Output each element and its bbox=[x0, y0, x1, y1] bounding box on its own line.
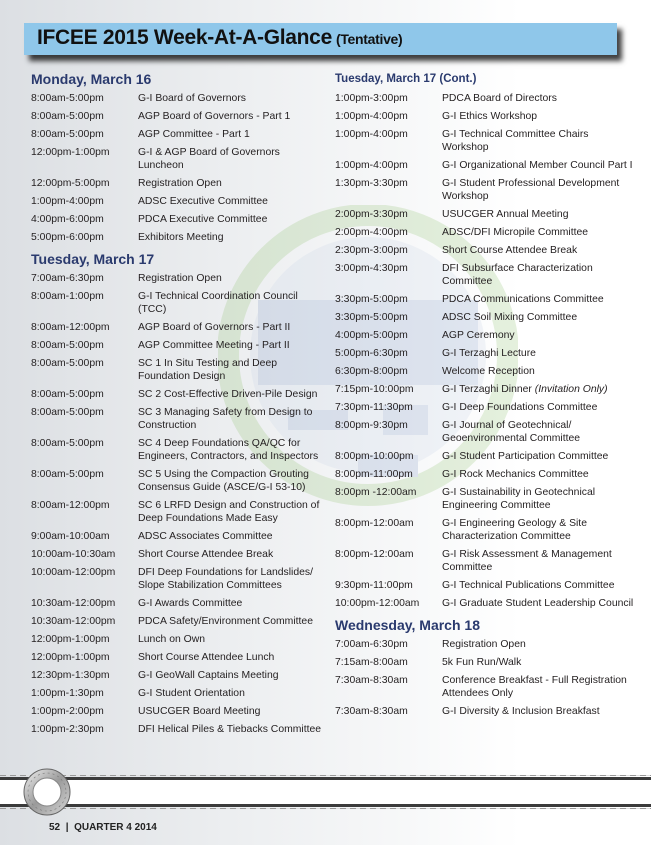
event-time: 8:00am-5:00pm bbox=[31, 129, 104, 140]
event-time: 10:00am-12:00pm bbox=[31, 567, 116, 578]
schedule-list-wednesday bbox=[335, 638, 635, 718]
schedule-row bbox=[31, 406, 326, 432]
folio-separator: | bbox=[65, 822, 69, 833]
event-time: 8:00pm-12:00am bbox=[335, 518, 414, 529]
event-title: 5k Fun Run/Walk bbox=[442, 657, 522, 668]
event-description bbox=[138, 723, 326, 736]
schedule-row bbox=[335, 579, 635, 592]
event-time: 1:00pm-3:00pm bbox=[335, 93, 408, 104]
event-description bbox=[442, 486, 635, 512]
schedule-row bbox=[335, 705, 635, 718]
event-title: Lunch on Own bbox=[138, 634, 206, 645]
event-description bbox=[442, 656, 635, 669]
event-time: 8:00am-5:00pm bbox=[31, 340, 104, 351]
event-time: 12:00pm-1:00pm bbox=[31, 652, 110, 663]
day-heading-wednesday: Wednesday, March 18 bbox=[335, 617, 480, 633]
event-title: ADSC/DFI Micropile Committee bbox=[442, 227, 589, 238]
event-description bbox=[138, 499, 326, 525]
event-title: G-I Diversity & Inclusion Breakfast bbox=[442, 706, 600, 717]
event-title: AGP Board of Governors - Part II bbox=[138, 322, 291, 333]
event-title: G-I Sustainability in Geotechnical Engineering Committee bbox=[442, 487, 596, 511]
event-title: USUCGER Annual Meeting bbox=[442, 209, 569, 220]
event-time: 3:00pm-4:30pm bbox=[335, 263, 408, 274]
event-description bbox=[138, 548, 326, 561]
schedule-row bbox=[335, 674, 635, 700]
event-title: G-I Risk Assessment & Management Committee bbox=[442, 549, 612, 573]
event-time: 8:00pm-10:00pm bbox=[335, 451, 414, 462]
event-time: 8:00am-5:00pm bbox=[31, 469, 104, 480]
schedule-row bbox=[31, 357, 326, 383]
event-title: G-I Ethics Workshop bbox=[442, 111, 538, 122]
event-title: Registration Open bbox=[138, 273, 222, 284]
schedule-row bbox=[335, 548, 635, 574]
schedule-row bbox=[335, 110, 635, 123]
page-title bbox=[37, 26, 402, 50]
schedule-row bbox=[31, 195, 326, 208]
schedule-row bbox=[335, 128, 635, 154]
event-title: SC 6 LRFD Design and Construction of Deep Foundations Made Easy bbox=[138, 500, 320, 524]
event-description bbox=[442, 517, 635, 543]
event-title: G-I Journal of Geotechnical/ Geoenvironmental Committee bbox=[442, 420, 581, 444]
event-title: USUCGER Board Meeting bbox=[138, 706, 261, 717]
event-title: AGP Committee Meeting - Part II bbox=[138, 340, 290, 351]
event-time: 8:00pm-11:00pm bbox=[335, 469, 413, 480]
schedule-row bbox=[335, 365, 635, 378]
event-time: 10:00am-10:30am bbox=[31, 549, 116, 560]
page-subtitle: (Tentative) bbox=[335, 31, 403, 47]
event-description bbox=[442, 365, 635, 378]
event-title: AGP Board of Governors - Part 1 bbox=[138, 111, 291, 122]
event-title: G-I Organizational Member Council Part I bbox=[442, 160, 633, 171]
schedule-row bbox=[31, 468, 326, 494]
event-title: Short Course Attendee Break bbox=[138, 549, 274, 560]
event-description bbox=[442, 450, 635, 463]
event-title: AGP Committee - Part 1 bbox=[138, 129, 250, 140]
event-title: G-I Engineering Geology & Site Characterization Committee bbox=[442, 518, 587, 542]
event-title: Short Course Attendee Lunch bbox=[138, 652, 275, 663]
event-description bbox=[138, 651, 326, 664]
schedule-row bbox=[335, 597, 635, 610]
event-time: 4:00pm-5:00pm bbox=[335, 330, 408, 341]
event-title: SC 1 In Situ Testing and Deep Foundation Design bbox=[138, 358, 278, 382]
schedule-row bbox=[335, 517, 635, 543]
event-description bbox=[138, 146, 326, 172]
schedule-row bbox=[31, 499, 326, 525]
event-description bbox=[442, 383, 635, 396]
event-description bbox=[138, 213, 326, 226]
event-title: ADSC Associates Committee bbox=[138, 531, 273, 542]
event-title: G-I Terzaghi Lecture bbox=[442, 348, 536, 359]
event-title: G-I Terzaghi Dinner bbox=[442, 384, 532, 395]
event-title: G-I Technical Coordination Council (TCC) bbox=[138, 291, 298, 315]
issue-label: QUARTER 4 2014 bbox=[74, 822, 157, 833]
schedule-row bbox=[335, 262, 635, 288]
event-description bbox=[442, 419, 635, 445]
event-description bbox=[442, 674, 635, 700]
event-description bbox=[442, 128, 635, 154]
schedule-row bbox=[335, 468, 635, 481]
schedule-row bbox=[31, 597, 326, 610]
event-title: SC 5 Using the Compaction Grouting Consensus Guide (ASCE/G-I 53-10) bbox=[138, 469, 309, 493]
event-title: G-I Technical Publications Committee bbox=[442, 580, 615, 591]
schedule-row bbox=[31, 388, 326, 401]
event-time: 12:00pm-1:00pm bbox=[31, 634, 110, 645]
event-time: 1:00pm-4:00pm bbox=[335, 129, 408, 140]
event-title: PDCA Board of Directors bbox=[442, 93, 557, 104]
left-column bbox=[31, 70, 326, 741]
event-title: Short Course Attendee Break bbox=[442, 245, 578, 256]
schedule-row bbox=[31, 231, 326, 244]
event-description bbox=[138, 339, 326, 352]
event-description bbox=[138, 687, 326, 700]
event-title: G-I Deep Foundations Committee bbox=[442, 402, 598, 413]
schedule-list-tuesday bbox=[31, 272, 326, 736]
page-title-text: IFCEE 2015 Week-At-A-Glance bbox=[37, 26, 332, 49]
footer-rule bbox=[0, 777, 651, 807]
event-time: 10:30am-12:00pm bbox=[31, 616, 116, 627]
schedule-row bbox=[31, 146, 326, 172]
event-description bbox=[442, 638, 635, 651]
event-description bbox=[138, 437, 326, 463]
schedule-row bbox=[31, 92, 326, 105]
event-description bbox=[138, 357, 326, 383]
schedule-row bbox=[31, 615, 326, 628]
day-heading-tuesday: Tuesday, March 17 bbox=[31, 251, 155, 267]
schedule-row bbox=[335, 311, 635, 324]
schedule-row bbox=[335, 92, 635, 105]
event-time: 8:00am-5:00pm bbox=[31, 111, 104, 122]
schedule-list-monday bbox=[31, 92, 326, 244]
event-time: 7:15am-8:00am bbox=[335, 657, 408, 668]
schedule-row bbox=[31, 705, 326, 718]
event-description bbox=[442, 226, 635, 239]
event-time: 1:00pm-4:00pm bbox=[31, 196, 104, 207]
event-description bbox=[442, 579, 635, 592]
event-description bbox=[138, 321, 326, 334]
event-title: PDCA Communications Committee bbox=[442, 294, 604, 305]
schedule-row bbox=[31, 669, 326, 682]
event-description bbox=[442, 110, 635, 123]
event-description bbox=[138, 468, 326, 494]
schedule-row bbox=[335, 656, 635, 669]
schedule-row bbox=[31, 321, 326, 334]
schedule-row bbox=[335, 419, 635, 445]
day-heading-tuesday-cont: Tuesday, March 17 (Cont.) bbox=[335, 73, 477, 85]
event-title: Exhibitors Meeting bbox=[138, 232, 224, 243]
event-time: 10:30am-12:00pm bbox=[31, 598, 116, 609]
schedule-row bbox=[335, 401, 635, 414]
event-description bbox=[442, 468, 635, 481]
event-description bbox=[442, 548, 635, 574]
event-description bbox=[138, 406, 326, 432]
event-title: G-I Board of Governors bbox=[138, 93, 246, 104]
event-description bbox=[138, 705, 326, 718]
event-time: 1:00pm-2:00pm bbox=[31, 706, 104, 717]
schedule-row bbox=[335, 226, 635, 239]
event-time: 8:00am-1:00pm bbox=[31, 291, 104, 302]
schedule-row bbox=[335, 329, 635, 342]
event-description bbox=[138, 290, 326, 316]
right-column bbox=[335, 70, 635, 723]
event-title: SC 2 Cost-Effective Driven-Pile Design bbox=[138, 389, 318, 400]
event-description bbox=[138, 388, 326, 401]
event-time: 7:30am-8:30am bbox=[335, 706, 408, 717]
event-time: 3:30pm-5:00pm bbox=[335, 294, 408, 305]
event-time: 2:00pm-4:00pm bbox=[335, 227, 408, 238]
event-title: G-I Awards Committee bbox=[138, 598, 243, 609]
page-number: 52 bbox=[49, 822, 61, 833]
event-title: ADSC Executive Committee bbox=[138, 196, 268, 207]
event-time: 7:00am-6:30pm bbox=[31, 273, 104, 284]
event-description bbox=[138, 110, 326, 123]
event-description bbox=[138, 597, 326, 610]
schedule-row bbox=[31, 687, 326, 700]
event-time: 8:00am-5:00pm bbox=[31, 358, 104, 369]
event-title: G-I Student Professional Development Workshop bbox=[442, 178, 620, 202]
schedule-row bbox=[335, 208, 635, 221]
schedule-row bbox=[335, 638, 635, 651]
event-description bbox=[442, 597, 635, 610]
schedule-row bbox=[335, 177, 635, 203]
event-time: 8:00pm -12:00am bbox=[335, 487, 417, 498]
event-time: 7:30pm-11:30pm bbox=[335, 402, 413, 413]
event-description bbox=[442, 347, 635, 360]
title-bar bbox=[24, 23, 617, 55]
schedule-row bbox=[31, 290, 326, 316]
event-description bbox=[442, 244, 635, 257]
event-title: DFI Helical Piles & Tiebacks Committee bbox=[138, 724, 322, 735]
event-title: G-I Student Orientation bbox=[138, 688, 245, 699]
schedule-row bbox=[31, 339, 326, 352]
event-description bbox=[138, 530, 326, 543]
event-description bbox=[138, 669, 326, 682]
event-time: 8:00pm-9:30pm bbox=[335, 420, 408, 431]
event-description bbox=[442, 705, 635, 718]
schedule-row bbox=[31, 530, 326, 543]
event-description bbox=[138, 195, 326, 208]
event-time: 8:00am-12:00pm bbox=[31, 322, 110, 333]
event-description bbox=[442, 329, 635, 342]
event-title: G-I GeoWall Captains Meeting bbox=[138, 670, 279, 681]
event-title: SC 3 Managing Safety from Design to Construction bbox=[138, 407, 313, 431]
event-description bbox=[138, 615, 326, 628]
schedule-row bbox=[31, 566, 326, 592]
event-time: 8:00am-5:00pm bbox=[31, 93, 104, 104]
schedule-list-tuesday-cont bbox=[335, 92, 635, 610]
event-description bbox=[138, 231, 326, 244]
schedule-row bbox=[335, 383, 635, 396]
event-title: Registration Open bbox=[442, 639, 526, 650]
schedule-row bbox=[31, 548, 326, 561]
event-time: 1:30pm-3:30pm bbox=[335, 178, 408, 189]
event-time: 9:30pm-11:00pm bbox=[335, 580, 413, 591]
event-time: 1:00pm-2:30pm bbox=[31, 724, 104, 735]
event-description bbox=[442, 177, 635, 203]
event-title: DFI Deep Foundations for Landslides/ Slope Stabilization Committees bbox=[138, 567, 314, 591]
event-time: 5:00pm-6:30pm bbox=[335, 348, 408, 359]
schedule-row bbox=[31, 128, 326, 141]
event-description bbox=[442, 92, 635, 105]
event-title: Registration Open bbox=[138, 178, 222, 189]
event-description bbox=[138, 92, 326, 105]
event-time: 12:00pm-5:00pm bbox=[31, 178, 110, 189]
event-note: (Invitation Only) bbox=[534, 384, 608, 395]
event-time: 10:00pm-12:00am bbox=[335, 598, 420, 609]
event-time: 6:30pm-8:00pm bbox=[335, 366, 408, 377]
page-folio bbox=[49, 822, 157, 833]
event-description bbox=[138, 566, 326, 592]
event-time: 1:00pm-4:00pm bbox=[335, 111, 408, 122]
event-time: 7:15pm-10:00pm bbox=[335, 384, 414, 395]
schedule-row bbox=[31, 723, 326, 736]
schedule-row bbox=[31, 177, 326, 190]
event-time: 12:30pm-1:30pm bbox=[31, 670, 110, 681]
schedule-row bbox=[335, 159, 635, 172]
schedule-row bbox=[335, 244, 635, 257]
event-time: 1:00pm-4:00pm bbox=[335, 160, 408, 171]
schedule-row bbox=[31, 213, 326, 226]
schedule-row bbox=[335, 450, 635, 463]
schedule-row bbox=[335, 347, 635, 360]
event-title: ADSC Soil Mixing Committee bbox=[442, 312, 578, 323]
event-time: 2:30pm-3:00pm bbox=[335, 245, 408, 256]
event-title: AGP Ceremony bbox=[442, 330, 515, 341]
event-time: 8:00am-5:00pm bbox=[31, 389, 104, 400]
event-time: 9:00am-10:00am bbox=[31, 531, 110, 542]
event-title: G-I Student Participation Committee bbox=[442, 451, 609, 462]
event-description bbox=[138, 272, 326, 285]
event-time: 1:00pm-1:30pm bbox=[31, 688, 104, 699]
event-time: 3:30pm-5:00pm bbox=[335, 312, 408, 323]
event-title: Conference Breakfast - Full Registration Attendees Only bbox=[442, 675, 627, 699]
schedule-row bbox=[335, 486, 635, 512]
event-title: PDCA Executive Committee bbox=[138, 214, 268, 225]
event-description bbox=[138, 633, 326, 646]
event-title: PDCA Safety/Environment Committee bbox=[138, 616, 313, 627]
event-time: 8:00am-5:00pm bbox=[31, 438, 104, 449]
event-time: 8:00pm-12:00am bbox=[335, 549, 414, 560]
event-title: G-I Rock Mechanics Committee bbox=[442, 469, 589, 480]
schedule-row bbox=[31, 110, 326, 123]
event-title: G-I & AGP Board of Governors Luncheon bbox=[138, 147, 280, 171]
schedule-row bbox=[31, 272, 326, 285]
bearing-ring-icon bbox=[22, 767, 72, 817]
event-time: 5:00pm-6:00pm bbox=[31, 232, 104, 243]
event-title: DFI Subsurface Characterization Committee bbox=[442, 263, 593, 287]
event-description bbox=[442, 159, 635, 172]
day-heading-monday: Monday, March 16 bbox=[31, 71, 152, 87]
event-description bbox=[442, 208, 635, 221]
event-description bbox=[442, 262, 635, 288]
event-time: 2:00pm-3:30pm bbox=[335, 209, 408, 220]
event-description bbox=[442, 311, 635, 324]
schedule-row bbox=[31, 633, 326, 646]
event-description bbox=[442, 401, 635, 414]
event-title: G-I Technical Committee Chairs Workshop bbox=[442, 129, 589, 153]
event-time: 8:00am-12:00pm bbox=[31, 500, 110, 511]
event-time: 7:00am-6:30pm bbox=[335, 639, 408, 650]
event-title: SC 4 Deep Foundations QA/QC for Engineers, Contractors, and Inspectors bbox=[138, 438, 319, 462]
event-description bbox=[138, 177, 326, 190]
schedule-row bbox=[335, 293, 635, 306]
event-description bbox=[138, 128, 326, 141]
event-time: 8:00am-5:00pm bbox=[31, 407, 104, 418]
event-description bbox=[442, 293, 635, 306]
event-time: 12:00pm-1:00pm bbox=[31, 147, 110, 158]
schedule-row bbox=[31, 437, 326, 463]
event-title: Welcome Reception bbox=[442, 366, 535, 377]
schedule-row bbox=[31, 651, 326, 664]
event-time: 7:30am-8:30am bbox=[335, 675, 408, 686]
event-time: 4:00pm-6:00pm bbox=[31, 214, 104, 225]
event-title: G-I Graduate Student Leadership Council bbox=[442, 598, 634, 609]
